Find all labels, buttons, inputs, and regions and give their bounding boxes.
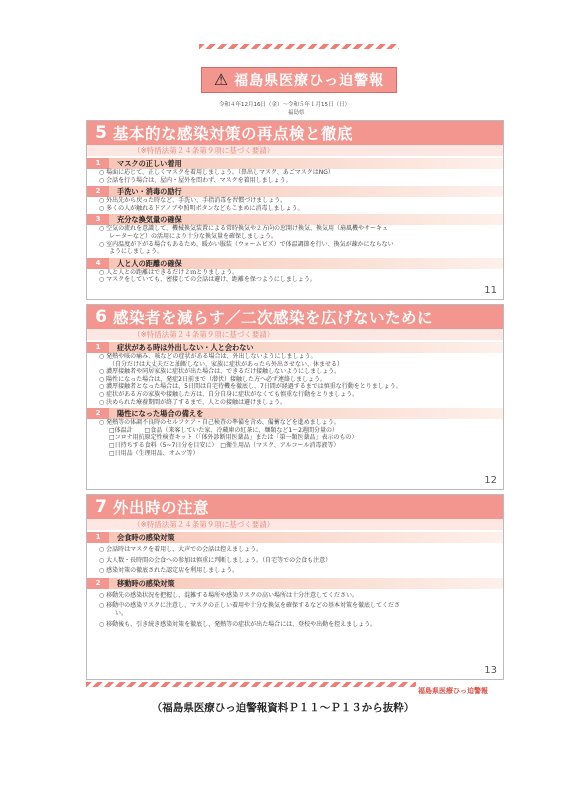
alert-title: 福島県医療ひっ迫警報 bbox=[234, 73, 385, 89]
body-line: ○ 移動後も、引き続き感染対策を徹底し、発熱等の症状が出た場合には、登校や出勤を控えましょう。 bbox=[99, 620, 377, 628]
subsection-title: 手洗い・消毒の励行 bbox=[109, 186, 503, 197]
body-line: ○ マスクをしていても、密接しての会話は避け、距離を保つようにしましょう。 bbox=[99, 276, 316, 284]
subsection-number: 1 bbox=[87, 342, 109, 353]
alert-banner bbox=[201, 67, 397, 93]
section-title: 外出時の注意 bbox=[113, 499, 210, 517]
subsection-title: 会食時の感染対策 bbox=[109, 532, 503, 543]
subsection-number: 1 bbox=[87, 158, 109, 169]
body-line: ○ 感染対策の徹底された認定店を利用しましょう。 bbox=[99, 567, 239, 575]
body-line: ○ 陽性になった場合は、発症2日前まで（潜伏）接触した方へ必ず連絡しましょう。 bbox=[99, 375, 326, 383]
body-line: ○ 多くの人が触れるドアノブや照明ボタンなどもこまめに消毒しましょう。 bbox=[99, 204, 304, 212]
subsection-header bbox=[87, 342, 503, 353]
section-title: 基本的な感染対策の再点検と徹底 bbox=[113, 125, 354, 143]
body-line: ○ 外出先から戻った時など、手洗い、手指消毒を習慣づけましょう。 bbox=[99, 197, 287, 205]
subsection-title: 陽性になった場合の備えを bbox=[109, 408, 503, 419]
alert-period: 令和４年12月16日（金）～令和５年１月15日（日） bbox=[219, 102, 350, 108]
section-number: 7 bbox=[95, 497, 107, 517]
body-line: ○ 空気の流れを意識して、機械換気装置による常時換気や２方向の窓開け換気、換気用（扇風機やサーキュ bbox=[99, 225, 389, 233]
subsection-header bbox=[87, 158, 503, 169]
body-line: ようにしましょう。 bbox=[109, 248, 164, 256]
section-6-page bbox=[86, 304, 504, 490]
body-line: レーターなど）の活用により十分な換気量を確保しましょう。 bbox=[109, 232, 278, 240]
body-line: ○ 場面に応じて、正しくマスクを着用しましょう。（鼻出しマスク、あごマスクはNG） bbox=[99, 169, 334, 176]
section-7-page bbox=[86, 494, 504, 680]
body-line: ○ 濃厚接触者となった場合は、5日間は自宅待機を徹底し、7日間が経過するまでは慎重な行動をとりましょう。 bbox=[99, 383, 402, 391]
subsection-number: 4 bbox=[87, 258, 109, 269]
section-5-page bbox=[86, 120, 504, 300]
body-line: ○ 発熱や咳の痛み、咳などの症状がある場合は、外出しないようにしましょう。 bbox=[99, 353, 317, 360]
subsection-header bbox=[87, 186, 503, 197]
footer-label: 福島県医療ひっ迫警報 bbox=[418, 687, 488, 695]
body-line: ○ 会話時はマスクを着用し、大声での会話は控えましょう。 bbox=[99, 546, 263, 553]
body-line: ○ 症状がある方の家族や接触した方は、自分自身に症状がなくても慎重な行動をとりましょう。 bbox=[99, 390, 359, 398]
body-line: ○ 発熱等の体調不良時のセルフケア・自己検査の準備を含め、備蓄などを進めましょう。 bbox=[99, 419, 340, 427]
subsection-number: 2 bbox=[87, 186, 109, 197]
body-line: ○ 濃厚接触者や同居家族に症状が出た場合は、できるだけ接触しないようにしましょう。 bbox=[99, 368, 341, 376]
body-line: ○ 大人数・長時間の会食への参加は慎重に判断しましょう。（自宅等での会食も注意） bbox=[99, 556, 332, 564]
subsection-title: 症状がある時は外出しない・人と会わない bbox=[109, 342, 503, 353]
top-stripe bbox=[199, 44, 399, 49]
section-title: 感染者を減らす／二次感染を広げないために bbox=[113, 309, 434, 327]
page-number: 13 bbox=[484, 665, 497, 676]
body-line: □日用品（生理用品、オムツ等） bbox=[109, 449, 199, 457]
subsection-header bbox=[87, 214, 503, 225]
page-number: 12 bbox=[484, 475, 497, 486]
warning-icon: ⚠ bbox=[213, 70, 229, 89]
body-line: ○ 会話を行う場合は、屋内・屋外を問わず、マスクを着用しましょう。 bbox=[99, 176, 292, 184]
subsection-title: 移動時の感染対策 bbox=[109, 578, 503, 589]
body-line: （自分だけは大丈夫だと油断しない、家族に症状があったら外出させない、休ませる） bbox=[109, 360, 343, 368]
subsection-title: マスクの正しい着用 bbox=[109, 158, 503, 169]
subsection-number: 2 bbox=[87, 408, 109, 419]
subsection-header bbox=[87, 258, 503, 269]
section-subtitle: （※特措法第２４条第９項に基づく要請） bbox=[87, 329, 503, 340]
body-line: ○ 人と人との距離はできるだけ２ｍとりましょう。 bbox=[99, 268, 239, 276]
body-line: ○ 移動先の感染状況を把握し、混雑する場所や感染リスクの高い場所は十分注意してください。 bbox=[99, 591, 359, 599]
body-line: ○ 決められた療養期間が終了するまで、人との接触は避けましょう。 bbox=[99, 398, 287, 406]
subsection-number: 1 bbox=[87, 532, 109, 543]
body-line: □コロナ用抗原定性検査キット（「体外診断用医薬品」または「第一類医薬品」表示のもの） bbox=[109, 434, 358, 442]
body-line: ○ 移動中の感染リスクに注意し、マスクの正しい着用や十分な換気を確保するなどの基本対策を徹底してくださ bbox=[99, 602, 401, 610]
section-header bbox=[87, 305, 503, 329]
section-subtitle: （※特措法第２４条第９項に基づく要請） bbox=[87, 145, 503, 156]
excerpt-caption: （福島県医療ひっ迫警報資料Ｐ１１～Ｐ１３から抜粋） bbox=[151, 702, 415, 714]
subsection-number: 2 bbox=[87, 578, 109, 589]
body-line: ○ 室内温度が下がる場合もあるため、暖かい服装（ウォームビズ）で体温調節を行い、換気が疎かにならない bbox=[99, 240, 394, 248]
body-line: い。 bbox=[115, 609, 128, 617]
subsection-header bbox=[87, 578, 503, 589]
section-number: 6 bbox=[95, 307, 107, 327]
section-header bbox=[87, 121, 503, 145]
subsection-header bbox=[87, 532, 503, 543]
body-line: □日持ちする食料（5~7日分を目安に） □衛生用品（マスク、アルコール消毒液等） bbox=[109, 441, 340, 449]
subsection-title: 人と人の距離の確保 bbox=[109, 258, 503, 269]
subsection-header bbox=[87, 408, 503, 419]
body-line: □体温計 □食品（来客していた家、冷蔵庫の紅茶に、麺類など1～2週間分量の） bbox=[109, 426, 338, 434]
subsection-number: 3 bbox=[87, 214, 109, 225]
bottom-stripe bbox=[86, 682, 416, 687]
section-number: 5 bbox=[95, 123, 107, 143]
section-subtitle: （※特措法第２４条第９項に基づく要請） bbox=[87, 519, 503, 530]
page-number: 11 bbox=[484, 285, 497, 296]
subsection-title: 充分な換気量の確保 bbox=[109, 214, 503, 225]
section-header bbox=[87, 495, 503, 519]
alert-issuer: 福島県 bbox=[288, 110, 305, 116]
